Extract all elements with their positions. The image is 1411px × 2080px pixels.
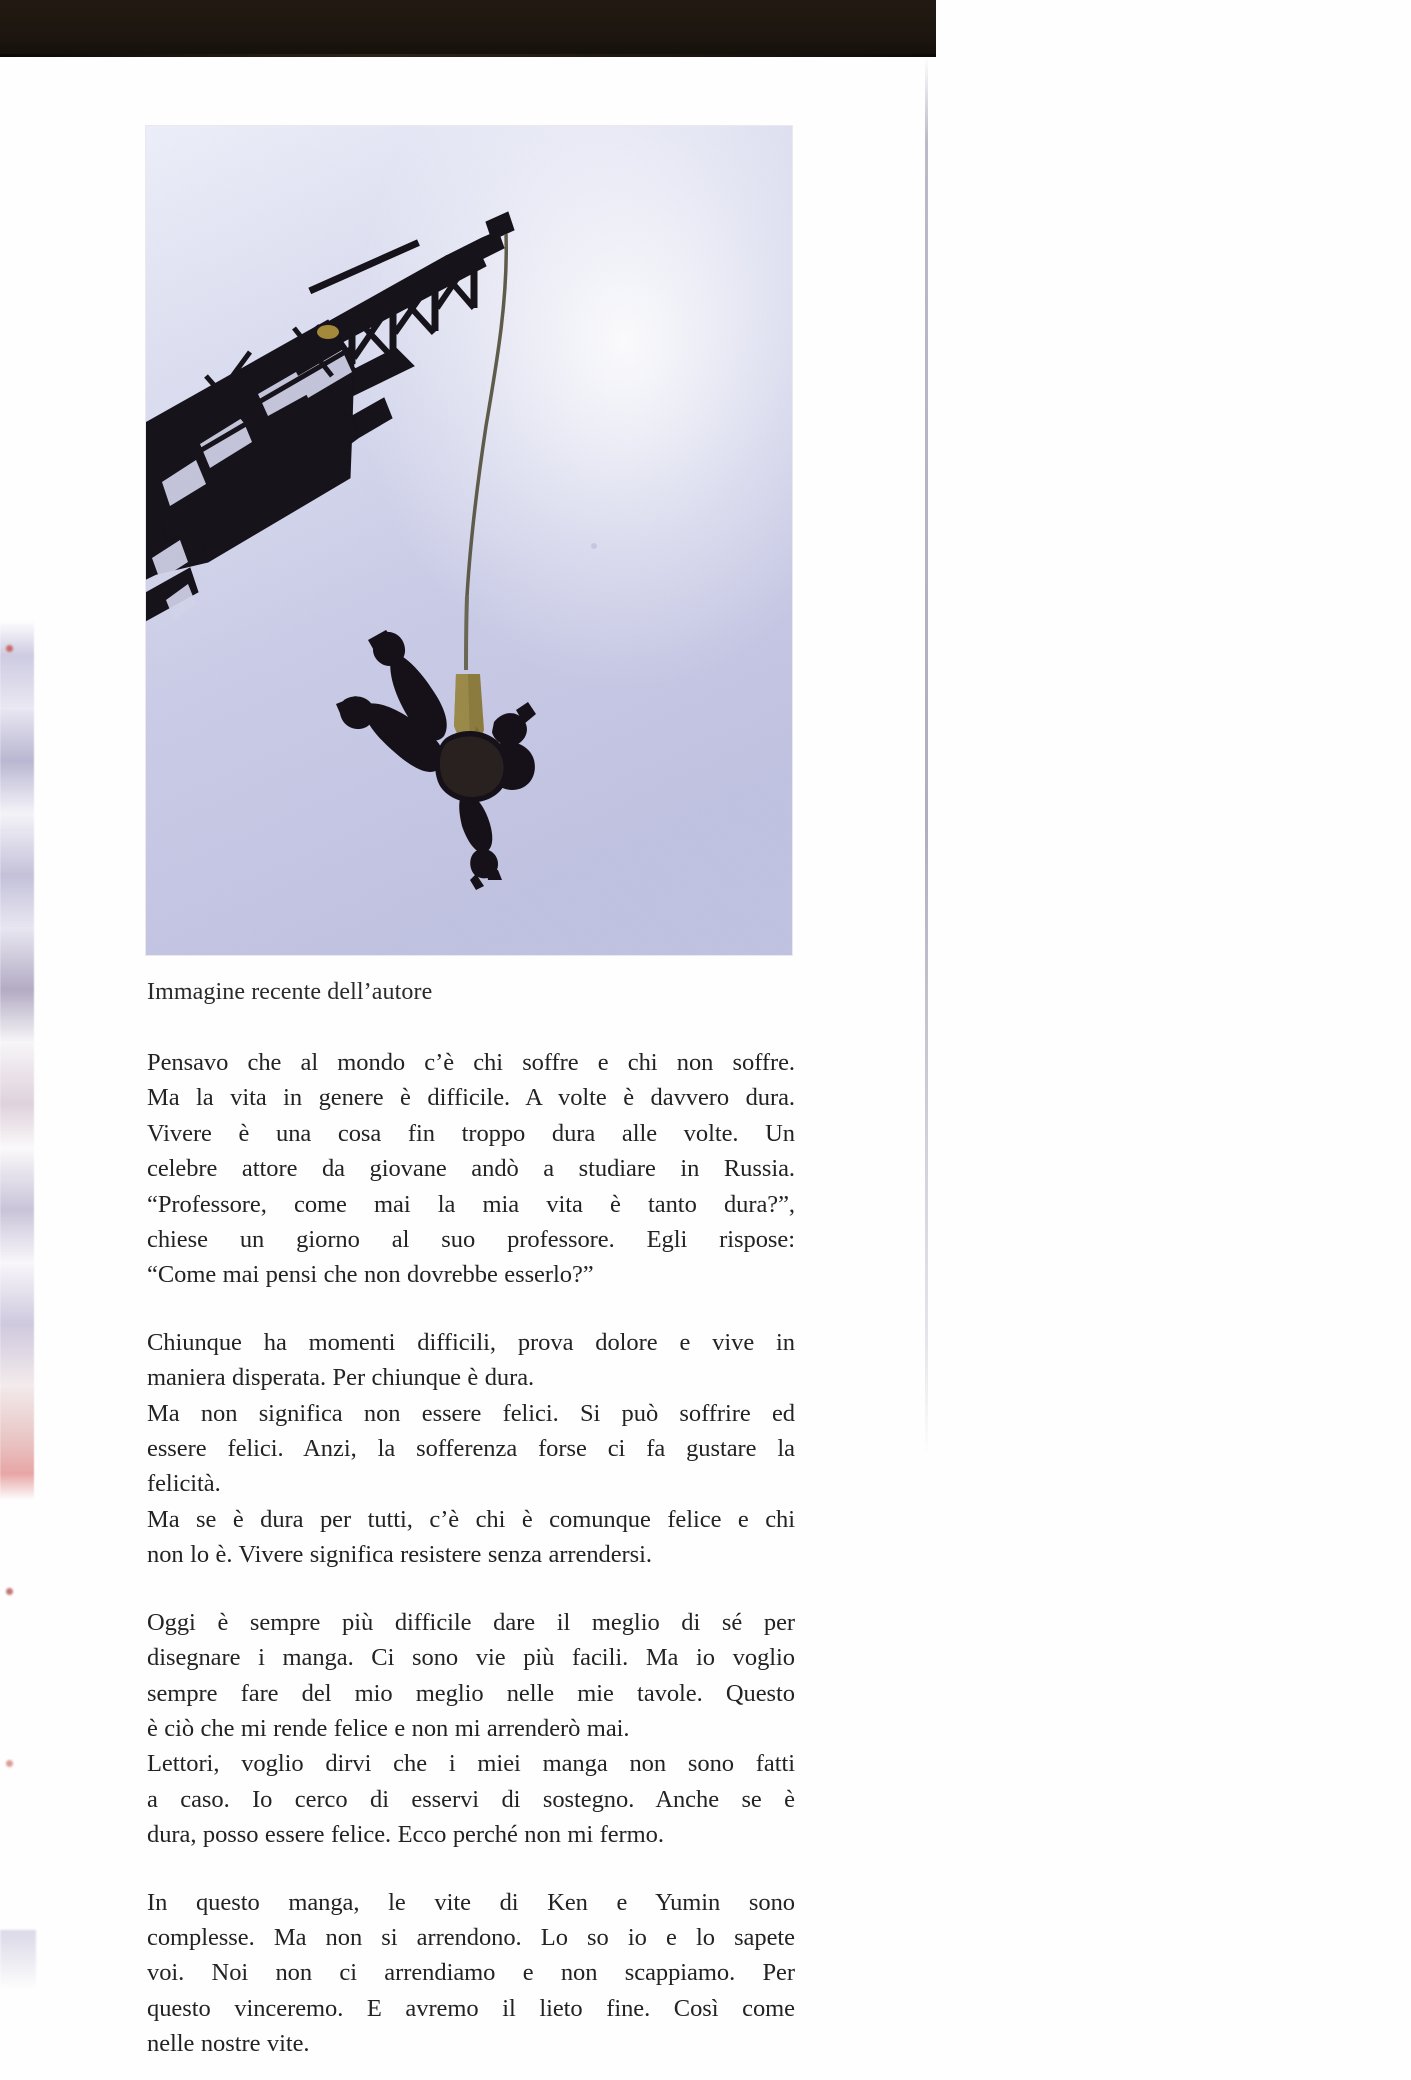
paragraph-line: celebre attore da giovane andò a studiare in Russia.	[147, 1155, 795, 1183]
paragraph-line: Ma non significa non essere felici. Si può soffrire ed	[147, 1399, 795, 1427]
paragraph-line: complesse. Ma non si arrendono. Lo so io e lo sapete	[147, 1923, 795, 1951]
paragraph-2	[147, 1325, 795, 1573]
hoist-cable-lower	[466, 596, 467, 670]
paragraph-line: Pensavo che al mondo c’è chi soffre e chi non soffre.	[147, 1049, 795, 1076]
paragraph-line: “Professore, come mai la mia vita è tanto dura?”,	[147, 1190, 795, 1218]
paragraph-line: nelle nostre vite.	[147, 2030, 310, 2058]
paragraph-line: Ma se è dura per tutti, c’è chi è comunque felice e chi	[147, 1505, 795, 1533]
left-margin-bleedthrough	[0, 620, 34, 1500]
bleed-tail	[0, 1930, 36, 1990]
paragraph-line: chiese un giorno al suo professore. Egli rispose:	[147, 1226, 795, 1254]
paragraph-line: sempre fare del mio meglio nelle mie tavole. Questo	[147, 1679, 795, 1707]
paragraph-line: Lettori, voglio dirvi che i miei manga non sono fatti	[147, 1750, 795, 1778]
paragraph-line: “Come mai pensi che non dovrebbe esserlo?”	[147, 1261, 594, 1289]
paragraph-line: In questo manga, le vite di Ken e Yumin sono	[147, 1888, 795, 1916]
paragraph-line: questo vinceremo. E avremo il lieto fine. Così come	[147, 1994, 795, 2022]
paragraph-3	[147, 1605, 795, 1853]
paragraph-line: maniera disperata. Per chiunque è dura.	[147, 1364, 535, 1392]
paragraph-line: Chiunque ha momenti difficili, prova dolore e vive in	[147, 1328, 795, 1356]
top-black-scan-bar	[0, 0, 936, 57]
paragraph-1	[147, 1045, 795, 1293]
paragraph-line: non lo è. Vivere significa resistere senza arrendersi.	[147, 1541, 652, 1569]
author-photo	[146, 126, 792, 955]
paragraph-line: essere felici. Anzi, la sofferenza forse ci fa gustare la	[147, 1435, 795, 1463]
paragraph-4	[147, 1885, 795, 2062]
bleed-speck	[6, 1588, 13, 1595]
text-column	[147, 975, 795, 2062]
jumper-clothing-tone	[440, 736, 504, 797]
paragraph-line: Oggi è sempre più difficile dare il meglio di sé per	[147, 1608, 795, 1636]
paragraph-line: è ciò che mi rende felice e non mi arrenderò mai.	[147, 1714, 630, 1742]
bleed-speck	[6, 645, 13, 652]
paragraph-line: Vivere è una cosa fin troppo dura alle volte. Un	[147, 1119, 795, 1147]
paragraph-line: voi. Noi non ci arrendiamo e non scappiamo. Per	[147, 1959, 795, 1987]
page-fold-line	[925, 57, 928, 1457]
sky-speck	[591, 543, 597, 549]
boom-accent	[317, 325, 339, 339]
photo-caption: Immagine recente dell’autore	[147, 979, 433, 1005]
paragraph-line: dura, posso essere felice. Ecco perché non mi fermo.	[147, 1821, 664, 1849]
bleed-speck	[6, 1760, 13, 1767]
paragraph-line: a caso. Io cerco di esservi di sostegno. Anche se è	[147, 1785, 795, 1813]
paragraph-line: disegnare i manga. Ci sono vie più facili. Ma io voglio	[147, 1644, 795, 1672]
paragraph-line: Ma la vita in genere è difficile. A volte è davvero dura.	[147, 1084, 795, 1112]
paragraph-line: felicità.	[147, 1470, 221, 1498]
